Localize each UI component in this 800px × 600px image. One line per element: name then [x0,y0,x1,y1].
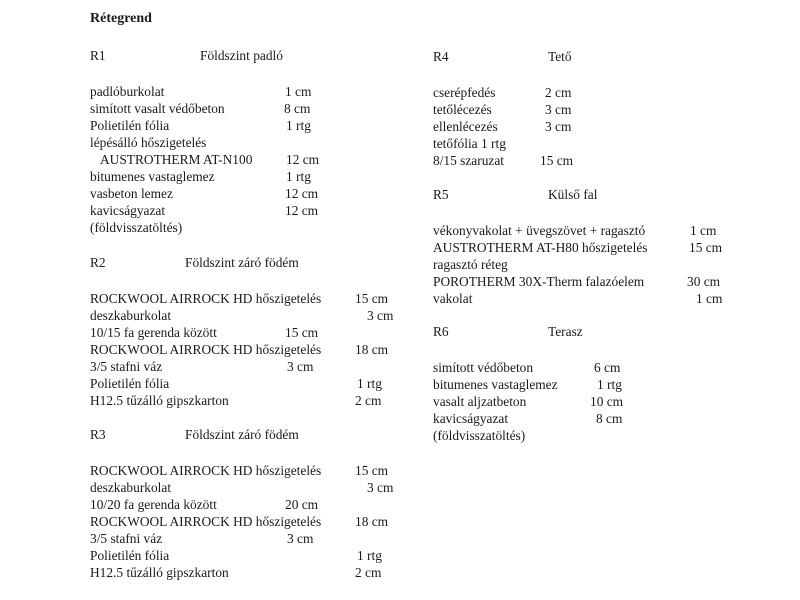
layer-material: ROCKWOOL AIRROCK HD hőszigetelés [90,342,322,357]
layer-material: tetőlécezés [433,102,492,117]
layer-thickness: 1 rtg [286,118,311,133]
layer-thickness: 15 cm [355,291,389,306]
layer-thickness: 18 cm [355,514,389,529]
layer-thickness: 20 cm [285,497,319,512]
layer-material: kavicságyazat [90,203,166,218]
layer-thickness: 1 cm [285,84,312,99]
layer-material: 10/20 fa gerenda között [90,497,217,512]
layer-thickness: 12 cm [285,186,319,201]
layer-thickness: 18 cm [355,342,389,357]
layer-material: (földvisszatöltés) [90,220,183,235]
layer-material: bitumenes vastaglemez [433,377,558,392]
section-name: Földszint padló [200,48,283,63]
layer-material: ROCKWOOL AIRROCK HD hőszigetelés [90,291,322,306]
layer-material: AUSTROTHERM AT-H80 hőszigetelés [433,240,648,255]
layer-thickness: 10 cm [590,394,624,409]
layer-material: vékonyvakolat + üvegszövet + ragasztó [433,223,646,238]
section-name: Földszint záró födém [185,255,299,270]
section-name: Terasz [548,324,583,339]
layer-thickness: 8 cm [596,411,623,426]
layer-material: lépésálló hőszigetelés [90,135,207,150]
layer-thickness: 8 cm [284,101,311,116]
layer-material: ragasztó réteg [433,257,508,272]
section-code: R2 [90,255,106,270]
layer-material: vasalt aljzatbeton [433,394,527,409]
layer-material: 8/15 szaruzat [433,153,505,168]
section-code: R4 [433,49,449,64]
layer-material: 3/5 stafni váz [90,359,163,374]
layer-thickness: 12 cm [285,203,319,218]
section-code: R5 [433,187,449,202]
layer-material: 10/15 fa gerenda között [90,325,217,340]
layer-material: Polietilén fólia [90,118,170,133]
layer-material: kavicságyazat [433,411,509,426]
layer-material: simított védőbeton [433,360,534,375]
layer-material: ROCKWOOL AIRROCK HD hőszigetelés [90,463,322,478]
section-name: Tető [548,49,572,64]
section-name: Külső fal [548,187,598,202]
layer-material: deszkaburkolat [90,480,172,495]
layer-thickness: 30 cm [687,274,721,289]
layer-thickness: 15 cm [285,325,319,340]
section-code: R1 [90,48,106,63]
layer-thickness: 1 cm [696,291,723,306]
layer-material: POROTHERM 30X-Therm falazóelem [433,274,645,289]
layer-material: ellenlécezés [433,119,498,134]
layer-thickness: 1 rtg [357,548,382,563]
layer-material: vasbeton lemez [90,186,173,201]
layer-material: vakolat [433,291,473,306]
layer-material: bitumenes vastaglemez [90,169,215,184]
section-code: R3 [90,427,106,442]
layer-material: H12.5 tűzálló gipszkarton [90,565,229,580]
layer-thickness: 1 cm [690,223,717,238]
layer-thickness: 1 rtg [597,377,622,392]
layer-material: H12.5 tűzálló gipszkarton [90,393,229,408]
layer-material: Polietilén fólia [90,376,170,391]
layer-thickness: 1 rtg [357,376,382,391]
layer-material: cserépfedés [433,85,496,100]
layer-thickness: 3 cm [367,308,394,323]
layer-thickness: 3 cm [287,531,314,546]
layer-thickness: 6 cm [594,360,621,375]
layer-thickness: 3 cm [545,119,572,134]
layer-material: 3/5 stafni váz [90,531,163,546]
section-code: R6 [433,324,449,339]
layer-thickness: 3 cm [545,102,572,117]
layer-thickness: 3 cm [287,359,314,374]
section-name: Földszint záró födém [185,427,299,442]
layer-material: AUSTROTHERM AT-N100 [100,152,253,167]
layer-material: ROCKWOOL AIRROCK HD hőszigetelés [90,514,322,529]
layer-material: (földvisszatöltés) [433,428,526,443]
layer-material: padlóburkolat [90,84,165,99]
layer-thickness: 2 cm [545,85,572,100]
layer-thickness: 15 cm [689,240,723,255]
layer-thickness: 15 cm [540,153,574,168]
layer-material: tetőfólia 1 rtg [433,136,506,151]
layer-thickness: 15 cm [355,463,389,478]
layer-material: Polietilén fólia [90,548,170,563]
layer-thickness: 12 cm [286,152,320,167]
layer-thickness: 2 cm [355,393,382,408]
document-title: Rétegrend [90,11,152,26]
layer-material: simított vasalt védőbeton [90,101,225,116]
layer-material: deszkaburkolat [90,308,172,323]
layer-thickness: 1 rtg [286,169,311,184]
layer-thickness: 3 cm [367,480,394,495]
layer-thickness: 2 cm [355,565,382,580]
